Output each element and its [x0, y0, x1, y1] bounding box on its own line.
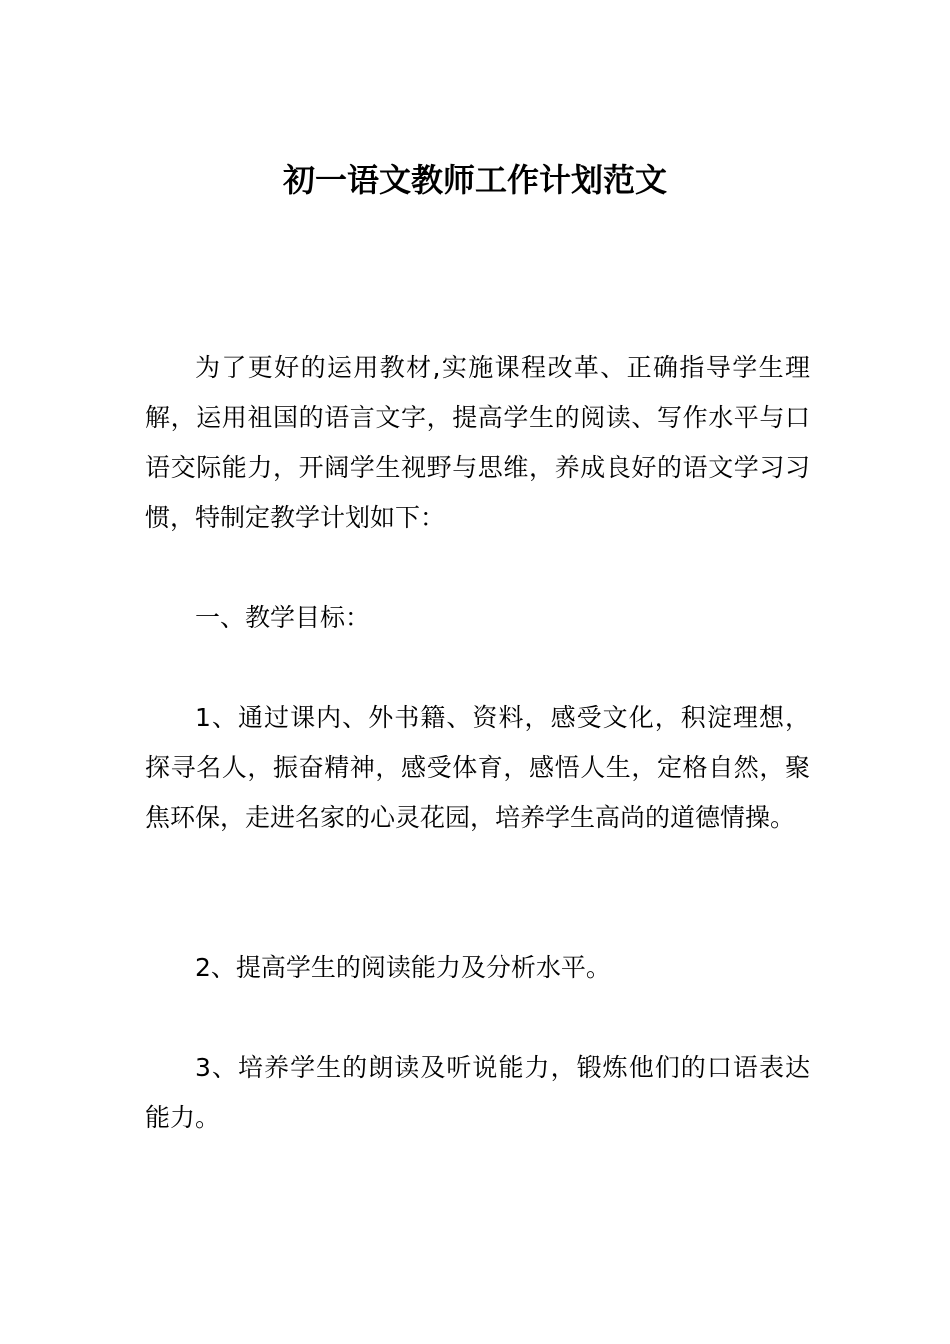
document-title: 初一语文教师工作计划范文: [282, 161, 667, 199]
intro-paragraph: 为了更好的运用教材,实施课程改革、正确指导学生理解，运用祖国的语言文字，提高学生的阅读、写作水平与口语交际能力，开阔学生视野与思维，养成良好的语文学习习惯，特制定教学计划如下：: [145, 353, 810, 532]
section-heading-teaching-goals: 一、教学目标：: [195, 603, 371, 632]
goal-item-2: 2、提高学生的阅读能力及分析水平。: [195, 953, 611, 982]
goal-item-3: 3、培养学生的朗读及听说能力，锻炼他们的口语表达能力。: [145, 1053, 810, 1132]
goal-item-1: 1、通过课内、外书籍、资料，感受文化，积淀理想，探寻名人，振奋精神，感受体育，感悟人生，定格自然，聚焦环保，走进名家的心灵花园，培养学生高尚的道德情操。: [145, 703, 810, 832]
